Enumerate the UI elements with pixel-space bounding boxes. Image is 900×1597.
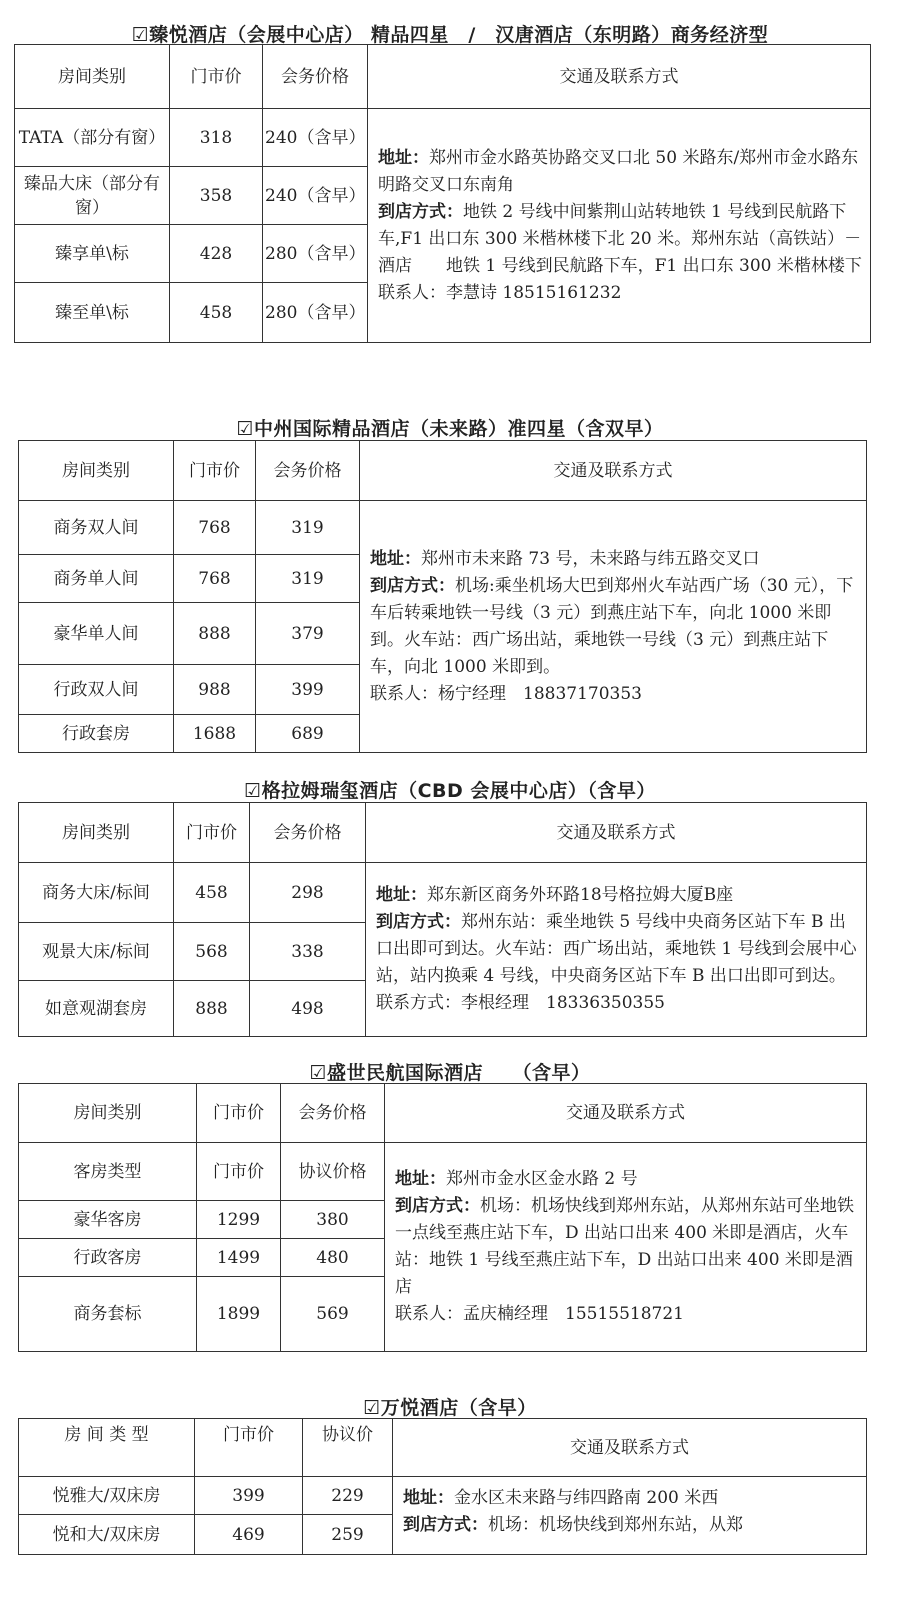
- rack-price-cell: 888: [174, 981, 250, 1037]
- room-type-cell: 臻享单\标: [15, 225, 170, 283]
- room-type-cell: 商务双人间: [19, 501, 174, 555]
- header-room-type: 房间类别: [15, 45, 170, 109]
- meeting-price-cell: 240（含早）: [263, 167, 368, 225]
- header-room-type: 房间类别: [19, 803, 174, 863]
- meeting-price-cell: 298: [250, 863, 366, 923]
- address-line: 地址：金水区未来路与纬四路南 200 米西: [403, 1488, 719, 1508]
- section-5-table: [18, 1418, 867, 1555]
- room-type-cell: 如意观湖套房: [19, 981, 174, 1037]
- rack-price-cell: 358: [170, 167, 263, 225]
- meeting-price-cell: 229: [303, 1477, 393, 1515]
- meeting-price-cell: 498: [250, 981, 366, 1037]
- rack-price-cell: 988: [174, 665, 256, 715]
- meeting-price-cell: 协议价格: [281, 1143, 385, 1201]
- header-room-type: 房间类别: [19, 441, 174, 501]
- header-contact: 交通及联系方式: [360, 441, 867, 501]
- meeting-price-cell: 689: [256, 715, 360, 753]
- directions-line: 到店方式：机场：机场快线到郑州东站，从郑: [403, 1515, 743, 1535]
- meeting-price-cell: 280（含早）: [263, 225, 368, 283]
- header-meeting-price: 会务价格: [263, 45, 368, 109]
- contact-info: [393, 1477, 867, 1555]
- room-type-cell: 商务大床/标间: [19, 863, 174, 923]
- rack-price-cell: 568: [174, 923, 250, 981]
- address-line: 地址：郑州市金水区金水路 2 号: [395, 1169, 638, 1189]
- rack-price-cell: 768: [174, 555, 256, 603]
- header-meeting-price: 会务价格: [256, 441, 360, 501]
- rack-price-cell: 1899: [197, 1277, 281, 1352]
- address-line: 地址：郑州市金水路英协路交叉口北 50 米路东/郑州市金水路东明路交叉口东南角: [378, 147, 859, 195]
- meeting-price-cell: 399: [256, 665, 360, 715]
- header-contact: 交通及联系方式: [366, 803, 867, 863]
- room-type-cell: 行政双人间: [19, 665, 174, 715]
- header-rack-price: 门市价: [174, 803, 250, 863]
- room-type-cell: 豪华单人间: [19, 603, 174, 665]
- header-contact: 交通及联系方式: [393, 1419, 867, 1477]
- section-2-table: [18, 440, 867, 753]
- header-contact: 交通及联系方式: [368, 45, 871, 109]
- rack-price-cell: 门市价: [197, 1143, 281, 1201]
- room-type-cell: TATA（部分有窗）: [15, 109, 170, 167]
- meeting-price-cell: 319: [256, 501, 360, 555]
- meeting-price-cell: 259: [303, 1515, 393, 1555]
- meeting-price-cell: 280（含早）: [263, 283, 368, 343]
- meeting-price-cell: 319: [256, 555, 360, 603]
- room-type-cell: 臻至单\标: [15, 283, 170, 343]
- address-line: 地址：郑州市未来路 73 号，未来路与纬五路交叉口: [370, 548, 760, 569]
- room-type-cell: 豪华客房: [19, 1201, 197, 1239]
- header-rack-price: 门市价: [195, 1419, 303, 1477]
- rack-price-cell: 888: [174, 603, 256, 665]
- header-meeting-price: 会务价格: [250, 803, 366, 863]
- section-1-table: [14, 44, 871, 343]
- section-2-title: ☑中州国际精品酒店（未来路）准四星（含双早）: [236, 418, 664, 440]
- rack-price-cell: 768: [174, 501, 256, 555]
- header-rack-price: 门市价: [174, 441, 256, 501]
- header-meeting-price: 会务价格: [281, 1084, 385, 1143]
- section-4-table: [18, 1083, 867, 1352]
- contact-info: [385, 1143, 867, 1352]
- directions-line: 到店方式：机场:乘坐机场大巴到郑州火车站西广场（30 元），下车后转乘地铁一号线（3 元）到燕庄站下车，向北 1000 米即到。火车站：西广场出站，乘地铁一号线（3 元）到燕庄站下车，向北 1000 米即到。: [370, 575, 854, 677]
- contact-line: 联系人：李慧诗 18515161232: [378, 282, 622, 303]
- header-meeting-price: 协议价: [303, 1419, 393, 1477]
- contact-info: [366, 863, 867, 1037]
- contact-line: 联系方式：李根经理 18336350355: [376, 993, 665, 1013]
- directions-line: 到店方式：郑州东站：乘坐地铁 5 号线中央商务区站下车 B 出口出即可到达。火车站：西广场出站，乘地铁 1 号线到会展中心站，站内换乘 4 号线，中央商务区站下车 B 出口出即可到达。: [376, 912, 857, 986]
- rack-price-cell: 458: [174, 863, 250, 923]
- header-rack-price: 门市价: [170, 45, 263, 109]
- room-type-cell: 行政套房: [19, 715, 174, 753]
- contact-info: [368, 109, 871, 343]
- room-type-cell: 行政客房: [19, 1239, 197, 1277]
- meeting-price-cell: 380: [281, 1201, 385, 1239]
- section-3-title: ☑格拉姆瑞玺酒店（CBD 会展中心店）（含早）: [244, 780, 656, 802]
- header-rack-price: 门市价: [197, 1084, 281, 1143]
- rack-price-cell: 1499: [197, 1239, 281, 1277]
- contact-info: [360, 501, 867, 753]
- meeting-price-cell: 569: [281, 1277, 385, 1352]
- room-type-cell: 悦雅大/双床房: [19, 1477, 195, 1515]
- section-5-title: ☑万悦酒店（含早）: [363, 1397, 537, 1419]
- header-contact: 交通及联系方式: [385, 1084, 867, 1143]
- header-room-type: 房间类别: [19, 1084, 197, 1143]
- rack-price-cell: 458: [170, 283, 263, 343]
- directions-line: 到店方式：机场：机场快线到郑州东站，从郑州东站可坐地铁一点线至燕庄站下车，D 出站口出来 400 米即是酒店，火车站：地铁 1 号线至燕庄站下车，D 出站口出来 400 米即是酒店: [395, 1196, 854, 1297]
- section-3-table: [18, 802, 867, 1037]
- rack-price-cell: 1299: [197, 1201, 281, 1239]
- room-type-cell: 商务单人间: [19, 555, 174, 603]
- rack-price-cell: 428: [170, 225, 263, 283]
- room-type-cell: 臻品大床（部分有窗）: [15, 167, 170, 225]
- directions-line: 到店方式：地铁 2 号线中间紫荆山站转地铁 1 号线到民航路下车,F1 出口东 300 米楷林楼下北 20 米。郑州东站（高铁站）－酒店 地铁 1 号线到民航路下车，F1 出口东 300 米楷林楼下: [378, 201, 862, 276]
- header-room-type: 房 间 类 型: [19, 1419, 195, 1477]
- section-1-title: ☑臻悦酒店（会展中心店） 精品四星 / 汉唐酒店（东明路）商务经济型: [131, 24, 769, 46]
- rack-price-cell: 318: [170, 109, 263, 167]
- room-type-cell: 商务套标: [19, 1277, 197, 1352]
- address-line: 地址：郑东新区商务外环路18号格拉姆大厦B座: [376, 885, 734, 905]
- section-4-title: ☑盛世民航国际酒店 （含早）: [309, 1062, 591, 1084]
- room-type-cell: 客房类型: [19, 1143, 197, 1201]
- meeting-price-cell: 338: [250, 923, 366, 981]
- contact-line: 联系人：孟庆楠经理 15515518721: [395, 1304, 684, 1324]
- meeting-price-cell: 480: [281, 1239, 385, 1277]
- rack-price-cell: 469: [195, 1515, 303, 1555]
- room-type-cell: 悦和大/双床房: [19, 1515, 195, 1555]
- rack-price-cell: 399: [195, 1477, 303, 1515]
- rack-price-cell: 1688: [174, 715, 256, 753]
- room-type-cell: 观景大床/标间: [19, 923, 174, 981]
- meeting-price-cell: 240（含早）: [263, 109, 368, 167]
- contact-line: 联系人：杨宁经理 18837170353: [370, 683, 642, 704]
- meeting-price-cell: 379: [256, 603, 360, 665]
